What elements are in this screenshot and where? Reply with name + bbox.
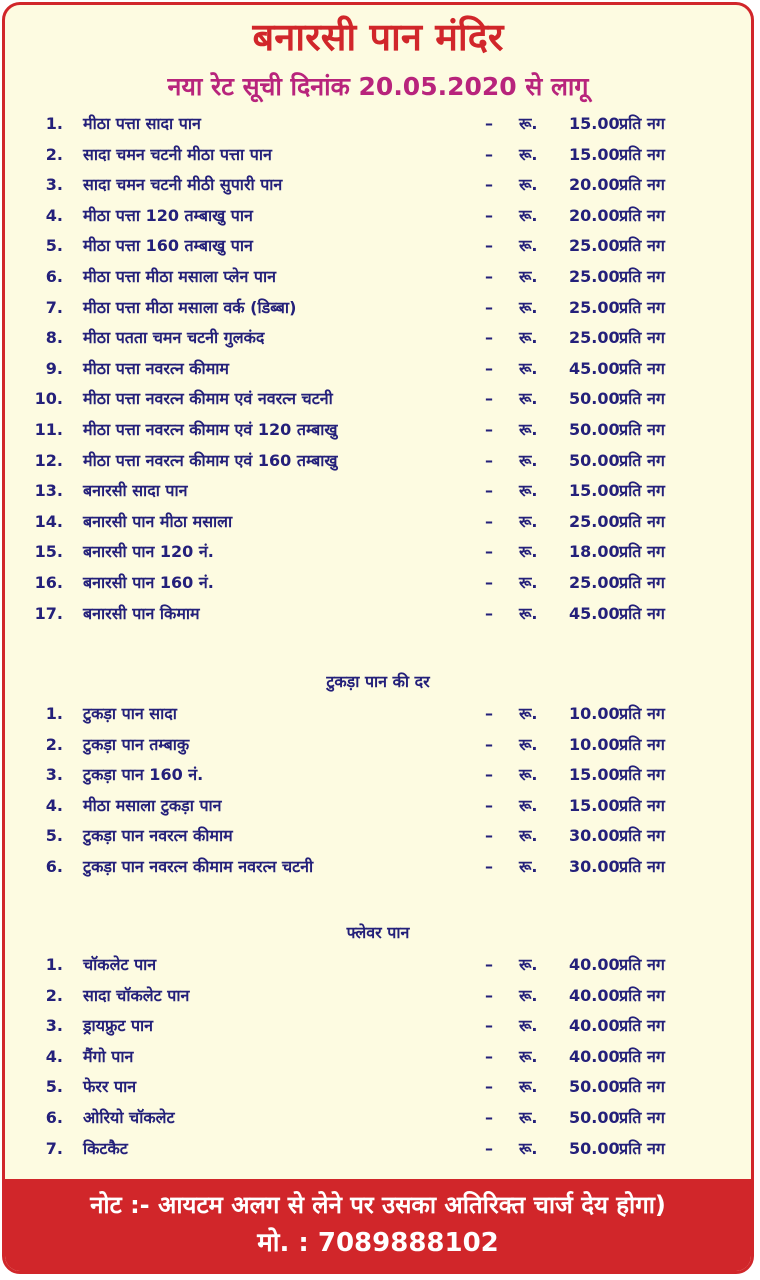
item-dash: – [485,1107,493,1127]
item-dash: – [485,358,493,378]
item-name: टुकड़ा पान नवरत्न कीमाम [83,826,233,846]
item-number: 7. [45,1138,63,1158]
list-item [5,852,751,883]
list-item [5,821,751,852]
list-item [5,170,751,201]
list-item [5,354,751,385]
item-unit: प्रति नग [619,419,665,439]
item-dash: – [485,572,493,592]
item-dash: – [485,419,493,439]
list-item [5,1072,751,1103]
item-unit: प्रति नग [619,795,665,815]
item-name: टुकड़ा पान सादा [83,704,177,723]
item-name: मीठा पतता चमन चटनी गुलकंद [83,328,265,348]
item-number: 4. [45,205,63,225]
item-name: टुकड़ा पान नवरत्न कीमाम नवरत्न चटनी [83,856,314,876]
item-name: सादा चमन चटनी मीठा पत्ता पान [83,144,272,164]
item-currency: रू. [519,144,538,164]
item-currency: रू. [519,1046,538,1066]
list-item [5,109,751,140]
item-dash: – [485,1046,493,1066]
item-price: 30.00 [569,826,620,846]
item-dash: – [485,236,493,256]
item-number: 14. [34,511,63,531]
item-unit: प्रति नग [619,704,665,723]
item-currency: रू. [519,419,538,439]
item-currency: रू. [519,114,538,133]
item-currency: रू. [519,734,538,754]
list-item [5,476,751,507]
item-dash: – [485,542,493,562]
item-price: 20.00 [569,205,620,225]
section-title-flavour: फ्लेवर पान [346,923,410,942]
item-unit: प्रति नग [619,1077,665,1097]
item-dash: – [485,389,493,409]
item-number: 3. [45,1016,63,1036]
item-number: 2. [45,985,63,1005]
item-number: 4. [45,1046,63,1066]
item-name: बनारसी पान किमाम [83,603,200,623]
item-dash: – [485,765,493,785]
item-number: 2. [45,734,63,754]
item-number: 10. [34,389,63,409]
item-price: 25.00 [569,511,620,531]
item-currency: रू. [519,1077,538,1097]
item-currency: रू. [519,297,538,317]
item-unit: प्रति नग [619,144,665,164]
item-unit: प्रति नग [619,266,665,286]
item-price: 20.00 [569,175,620,195]
item-currency: रू. [519,704,538,723]
list-item [5,1042,751,1073]
item-name: मीठा पत्ता मीठा मसाला प्लेन पान [83,266,277,286]
item-price: 50.00 [569,450,620,470]
item-name: मीठा पत्ता सादा पान [83,114,201,133]
item-dash: – [485,734,493,754]
item-unit: प्रति नग [619,328,665,348]
item-price: 25.00 [569,236,620,256]
item-unit: प्रति नग [619,1016,665,1036]
item-currency: रू. [519,826,538,846]
footer-note: नोट :- आयटम अलग से लेने पर उसका अतिरिक्त चार्ज देय होगा) [90,1191,666,1219]
item-unit: प्रति नग [619,358,665,378]
item-dash: – [485,144,493,164]
list-item [5,950,751,981]
item-number: 1. [45,114,63,133]
item-dash: – [485,481,493,501]
item-unit: प्रति नग [619,481,665,501]
item-unit: प्रति नग [619,236,665,256]
item-price: 25.00 [569,572,620,592]
item-dash: – [485,1016,493,1036]
item-name: मीठा पत्ता नवरत्न कीमाम [83,358,229,378]
list-item [5,1103,751,1134]
item-dash: – [485,955,493,974]
item-currency: रू. [519,542,538,562]
item-name: चॉकलेट पान [83,955,157,974]
item-name: मीठा पत्ता 160 तम्बाखु पान [83,236,253,256]
item-unit: प्रति नग [619,826,665,846]
item-price: 15.00 [569,114,620,133]
list-item [5,791,751,822]
item-unit: प्रति नग [619,205,665,225]
item-price: 50.00 [569,1107,620,1127]
item-name: बनारसी पान मीठा मसाला [83,511,233,531]
item-name: मीठा पत्ता नवरत्न कीमाम एवं 120 तम्बाखु [83,419,338,439]
item-price: 10.00 [569,734,620,754]
item-number: 11. [34,419,63,439]
item-currency: रू. [519,481,538,501]
item-dash: – [485,297,493,317]
item-price: 50.00 [569,389,620,409]
item-number: 9. [45,358,63,378]
item-price: 30.00 [569,856,620,876]
list-item [5,1134,751,1165]
item-number: 6. [45,266,63,286]
item-number: 7. [45,297,63,317]
item-dash: – [485,704,493,723]
item-number: 1. [45,955,63,974]
item-number: 6. [45,856,63,876]
item-currency: रू. [519,1138,538,1158]
item-currency: रू. [519,955,538,974]
item-currency: रू. [519,603,538,623]
item-number: 3. [45,765,63,785]
item-unit: प्रति नग [619,856,665,876]
item-currency: रू. [519,175,538,195]
item-name: मीठा पत्ता नवरत्न कीमाम एवं नवरत्न चटनी [83,389,333,409]
item-name: मीठा पत्ता मीठा मसाला वर्क (डिब्बा) [83,297,297,317]
footer-phone: मो. : 7089888102 [257,1228,499,1258]
item-dash: – [485,114,493,133]
item-unit: प्रति नग [619,572,665,592]
item-unit: प्रति नग [619,175,665,195]
item-unit: प्रति नग [619,389,665,409]
item-dash: – [485,985,493,1005]
item-number: 16. [34,572,63,592]
list-item [5,537,751,568]
item-name: किटकैट [83,1138,128,1158]
item-dash: – [485,266,493,286]
item-dash: – [485,856,493,876]
item-name: सादा चॉकलेट पान [83,985,190,1005]
section-title-tukda: टुकड़ा पान की दर [326,672,430,691]
main-pan-list [5,109,751,629]
item-price: 50.00 [569,1138,620,1158]
item-dash: – [485,826,493,846]
list-item [5,568,751,599]
item-price: 40.00 [569,1016,620,1036]
item-dash: – [485,1138,493,1158]
item-price: 40.00 [569,1046,620,1066]
item-number: 12. [34,450,63,470]
list-item [5,981,751,1012]
item-price: 18.00 [569,542,620,562]
item-dash: – [485,175,493,195]
item-dash: – [485,1077,493,1097]
item-price: 40.00 [569,985,620,1005]
item-name: टुकड़ा पान 160 नं. [83,765,204,785]
item-dash: – [485,205,493,225]
item-price: 40.00 [569,955,620,974]
item-unit: प्रति नग [619,734,665,754]
item-number: 15. [34,542,63,562]
item-unit: प्रति नग [619,114,665,133]
item-currency: रू. [519,389,538,409]
item-number: 13. [34,481,63,501]
item-unit: प्रति नग [619,297,665,317]
item-price: 15.00 [569,481,620,501]
item-name: मीठा पत्ता नवरत्न कीमाम एवं 160 तम्बाखु [83,450,338,470]
footer-banner [5,1179,751,1271]
item-price: 10.00 [569,704,620,723]
item-name: बनारसी सादा पान [83,481,188,501]
list-item [5,760,751,791]
item-unit: प्रति नग [619,1107,665,1127]
tukda-pan-list [5,699,751,883]
list-item [5,446,751,477]
item-unit: प्रति नग [619,985,665,1005]
item-price: 45.00 [569,603,620,623]
item-unit: प्रति नग [619,1138,665,1158]
list-item [5,262,751,293]
item-unit: प्रति नग [619,955,665,974]
item-currency: रू. [519,328,538,348]
item-currency: रू. [519,795,538,815]
item-number: 5. [45,236,63,256]
flavour-pan-list [5,950,751,1164]
item-dash: – [485,328,493,348]
item-price: 15.00 [569,144,620,164]
item-unit: प्रति नग [619,542,665,562]
item-currency: रू. [519,358,538,378]
list-item [5,201,751,232]
item-price: 25.00 [569,328,620,348]
item-dash: – [485,450,493,470]
item-price: 50.00 [569,419,620,439]
item-number: 5. [45,826,63,846]
rate-list-subtitle: नया रेट सूची दिनांक 20.05.2020 से लागू [167,72,589,101]
price-list-poster [2,2,754,1274]
item-currency: रू. [519,572,538,592]
item-name: बनारसी पान 120 नं. [83,542,214,562]
item-name: फेरर पान [83,1077,137,1097]
list-item [5,323,751,354]
list-item [5,140,751,171]
list-item [5,730,751,761]
list-item [5,293,751,324]
item-currency: रू. [519,511,538,531]
item-currency: रू. [519,985,538,1005]
item-currency: रू. [519,856,538,876]
item-price: 45.00 [569,358,620,378]
item-unit: प्रति नग [619,511,665,531]
list-item [5,599,751,630]
item-price: 50.00 [569,1077,620,1097]
item-name: ड्रायफ्रुट पान [83,1016,154,1036]
list-item [5,415,751,446]
item-unit: प्रति नग [619,450,665,470]
item-dash: – [485,511,493,531]
item-currency: रू. [519,765,538,785]
item-price: 25.00 [569,297,620,317]
item-currency: रू. [519,205,538,225]
list-item [5,384,751,415]
item-unit: प्रति नग [619,603,665,623]
item-number: 4. [45,795,63,815]
item-name: ओरियो चॉकलेट [83,1107,175,1127]
item-name: टुकड़ा पान तम्बाकु [83,734,190,754]
list-item [5,231,751,262]
item-number: 17. [34,603,63,623]
item-number: 8. [45,328,63,348]
item-name: मीठा मसाला टुकड़ा पान [83,795,222,815]
item-name: मैंगो पान [83,1046,134,1066]
item-price: 15.00 [569,795,620,815]
item-price: 15.00 [569,765,620,785]
item-unit: प्रति नग [619,1046,665,1066]
list-item [5,507,751,538]
item-dash: – [485,795,493,815]
item-currency: रू. [519,1016,538,1036]
item-number: 2. [45,144,63,164]
shop-title: बनारसी पान मंदिर [252,15,504,59]
item-currency: रू. [519,236,538,256]
item-dash: – [485,603,493,623]
item-currency: रू. [519,266,538,286]
item-price: 25.00 [569,266,620,286]
list-item [5,699,751,730]
item-number: 3. [45,175,63,195]
item-unit: प्रति नग [619,765,665,785]
item-number: 5. [45,1077,63,1097]
item-currency: रू. [519,1107,538,1127]
list-item [5,1011,751,1042]
item-number: 6. [45,1107,63,1127]
item-number: 1. [45,704,63,723]
item-currency: रू. [519,450,538,470]
item-name: बनारसी पान 160 नं. [83,572,214,592]
item-name: सादा चमन चटनी मीठी सुपारी पान [83,175,283,195]
item-name: मीठा पत्ता 120 तम्बाखु पान [83,205,253,225]
